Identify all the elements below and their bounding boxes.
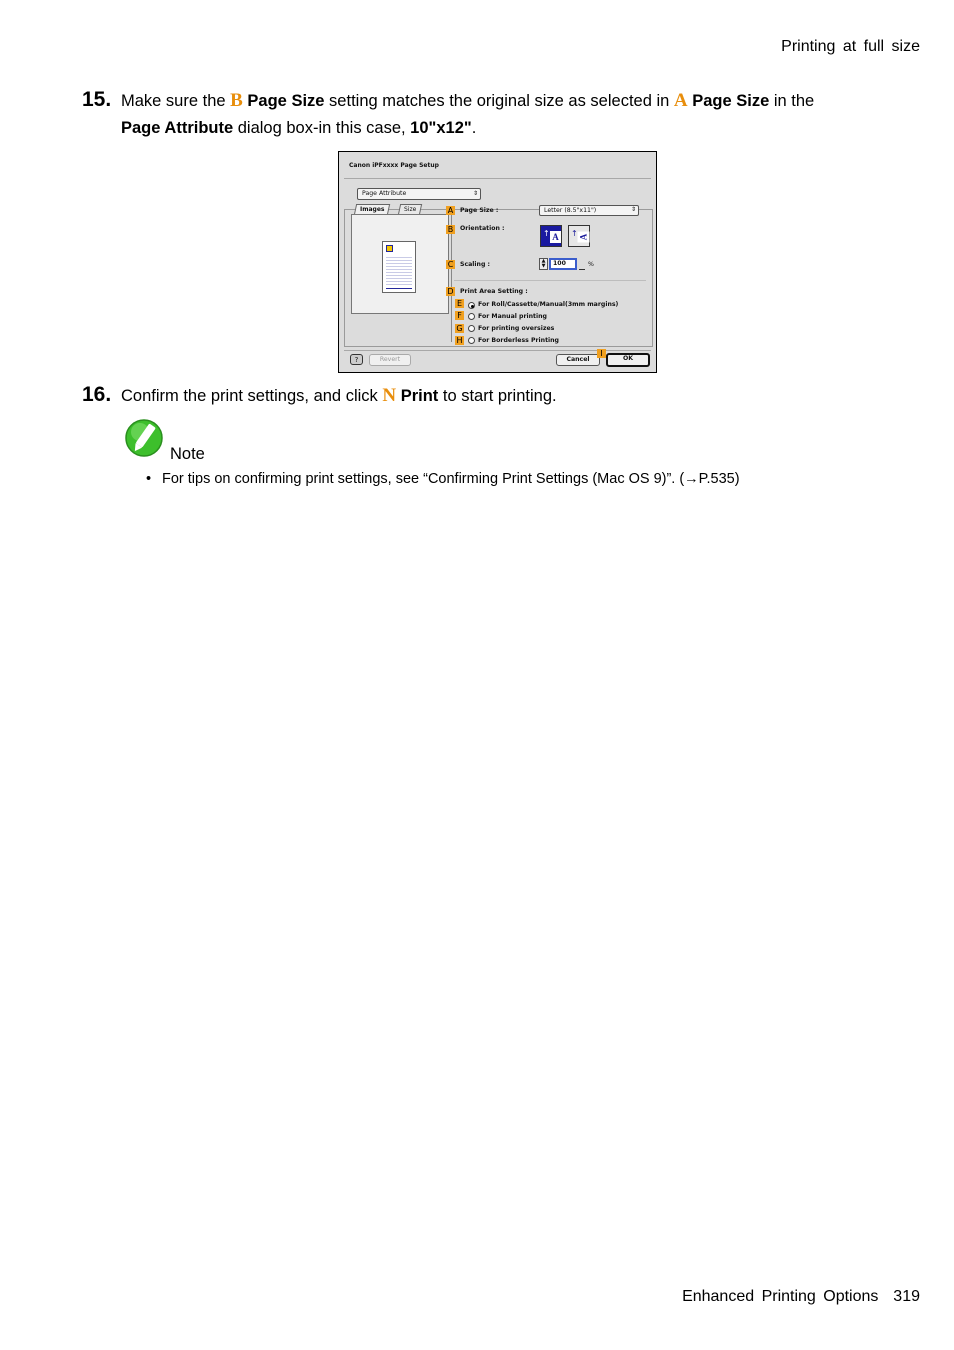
preview-panel	[351, 214, 449, 314]
page-size-label: Page Size :	[460, 207, 499, 214]
scaling-input[interactable]: 100	[549, 258, 577, 270]
dialog-title: Canon iPFxxxx Page Setup	[349, 162, 439, 169]
step-line-2	[121, 115, 901, 142]
text: Confirm the print settings, and click	[121, 387, 383, 405]
radio-printing-oversizes[interactable]	[468, 325, 475, 332]
preview-image-mark	[386, 245, 393, 252]
text: to start printing.	[438, 387, 557, 405]
page-number: 319	[893, 1288, 920, 1305]
popup-arrows-icon: ⇕	[630, 206, 636, 213]
page-attribute-popup[interactable]	[357, 188, 481, 200]
preview-baseline	[386, 288, 412, 289]
divider	[344, 178, 651, 179]
print-area-setting-label: Print Area Setting :	[460, 288, 528, 295]
help-icon[interactable]: ?	[350, 354, 363, 365]
note-item: For tips on confirming print settings, see “Confirming Print Settings (Mac OS 9)”. (→P.535)	[162, 471, 740, 487]
landscape-icon: A	[578, 232, 590, 243]
arrow-up-icon: ↑	[543, 229, 550, 238]
scaling-unit: %	[588, 261, 594, 268]
revert-button[interactable]: Revert	[369, 354, 411, 366]
text: in the	[769, 92, 815, 110]
orientation-label: Orientation :	[460, 225, 505, 232]
radio-label: For Manual printing	[478, 313, 547, 320]
radio-borderless-printing[interactable]	[468, 337, 475, 344]
reference-letter: N	[382, 385, 397, 406]
step-number: 15.	[82, 88, 112, 111]
preview-lines	[386, 255, 412, 286]
step-number: 16.	[82, 383, 112, 406]
text: Make sure the	[121, 92, 231, 110]
callout-d: D	[447, 287, 454, 296]
radio-roll-cassette-manual[interactable]	[468, 302, 475, 309]
step-text	[121, 87, 901, 142]
landscape-orientation-button[interactable]	[568, 225, 590, 247]
callout-f: F	[455, 311, 464, 320]
note-pencil-icon	[123, 418, 165, 460]
page-size-value: Letter (8.5"x11")	[544, 207, 597, 214]
bold-term: Page Size	[247, 92, 325, 110]
cancel-button[interactable]: Cancel	[556, 354, 600, 366]
step-line-1	[121, 87, 901, 115]
callout-g: G	[456, 324, 463, 333]
portrait-icon: A	[550, 231, 561, 243]
section-separator	[454, 280, 646, 281]
tab-label: Images	[360, 206, 385, 213]
bold-term: Print	[400, 387, 439, 405]
running-header: Printing at full size	[781, 38, 920, 55]
callout-c: C	[447, 260, 454, 269]
bold-term: Page Attribute	[121, 119, 234, 137]
text: setting matches the original size as selected in	[324, 92, 674, 110]
page-preview-thumbnail	[382, 241, 416, 293]
page-setup-dialog-screenshot	[338, 151, 657, 373]
arrow-up-icon: ↑	[571, 229, 578, 238]
radio-label: For Borderless Printing	[478, 337, 559, 344]
bold-term: Page Size	[692, 92, 770, 110]
callout-b: B	[447, 225, 454, 234]
ok-button[interactable]: OK	[606, 353, 650, 367]
footer-chapter: Enhanced Printing Options	[682, 1288, 879, 1305]
radio-manual-printing[interactable]	[468, 313, 475, 320]
tab-label: Size	[404, 206, 417, 213]
radio-label: For printing oversizes	[478, 325, 555, 332]
callout-h: H	[456, 336, 463, 345]
step-text	[121, 382, 901, 410]
portrait-orientation-button[interactable]	[540, 225, 562, 247]
running-footer	[682, 1288, 920, 1306]
text: .	[471, 119, 477, 137]
popup-arrows-icon: ⇕	[472, 190, 478, 197]
radio-label: For Roll/Cassette/Manual(3mm margins)	[478, 301, 619, 308]
reference-letter: B	[230, 90, 243, 111]
page-size-popup[interactable]	[539, 205, 639, 216]
scaling-dropdown[interactable]	[579, 258, 585, 270]
reference-letter: A	[673, 90, 688, 111]
callout-e: E	[456, 299, 463, 308]
scaling-label: Scaling :	[460, 261, 491, 268]
bullet: •	[146, 471, 152, 487]
callout-i: I	[597, 349, 606, 358]
callout-a: A	[447, 206, 454, 215]
bold-term: 10"x12"	[410, 119, 472, 137]
note-label: Note	[170, 445, 205, 463]
text: dialog box-in this case,	[233, 119, 411, 137]
scaling-stepper[interactable]: ▲ ▼	[539, 258, 548, 270]
popup-label: Page Attribute	[362, 190, 407, 197]
